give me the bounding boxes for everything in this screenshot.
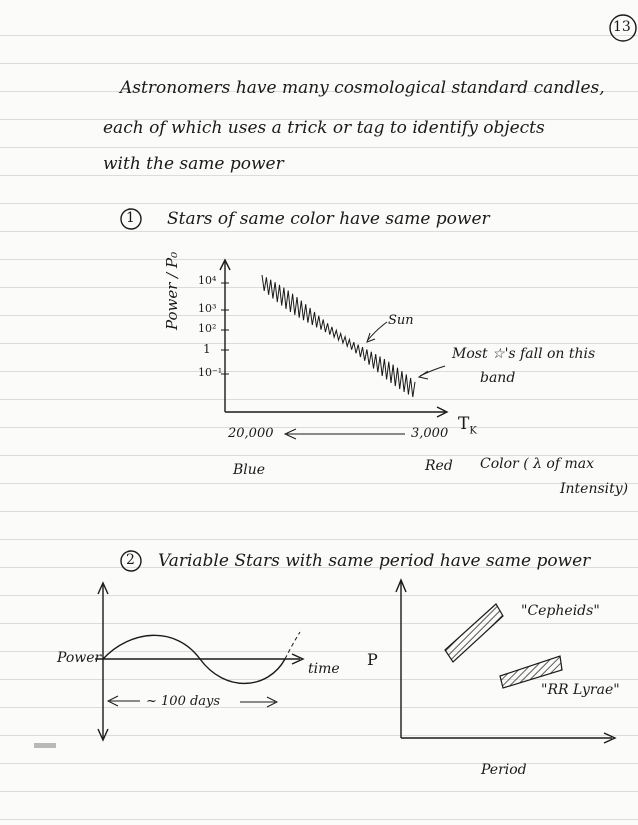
color-axis-label-2: Intensity) xyxy=(560,481,629,497)
wave-ylabel: Power xyxy=(57,650,102,666)
pl-xlabel: Period xyxy=(481,762,527,778)
ytick-1e3: 10³ xyxy=(198,302,217,315)
section-1-heading: Stars of same color have same power xyxy=(167,209,490,229)
page-number: 13 xyxy=(613,19,631,35)
section-1-number: 1 xyxy=(126,210,135,226)
wave-xlabel: time xyxy=(308,661,340,677)
ytick-1e4: 10⁴ xyxy=(198,274,217,287)
section-2-heading: Variable Stars with same period have same power xyxy=(158,551,591,571)
band-label-line-1: Most ☆'s fall on this xyxy=(452,346,596,362)
cepheids-band xyxy=(445,604,503,662)
intro-line-1: Astronomers have many cosmological standard candles, xyxy=(120,78,605,98)
hr-ylabel: Power / P₀ xyxy=(163,251,181,330)
blue-label: Blue xyxy=(233,462,266,478)
period-label: ~ 100 days xyxy=(146,694,221,709)
color-axis-label: Color ( λ of max xyxy=(480,456,595,472)
cepheids-label: "Cepheids" xyxy=(521,603,600,619)
temperature-symbol-t: T xyxy=(458,414,470,434)
pl-ylabel: P xyxy=(367,650,378,669)
band-label-line-2: band xyxy=(480,370,516,386)
section-2-number: 2 xyxy=(126,552,135,568)
ytick-1: 1 xyxy=(203,342,211,356)
intro-line-2: each of which uses a trick or tag to identify objects xyxy=(103,118,545,138)
x-left-label: 20,000 xyxy=(228,426,274,441)
ytick-1e-1: 10⁻¹ xyxy=(198,366,223,379)
x-right-label: 3,000 xyxy=(411,426,449,441)
red-label: Red xyxy=(425,458,453,474)
rr-lyrae-label: "RR Lyrae" xyxy=(541,682,620,698)
sun-label: Sun xyxy=(388,313,414,328)
temperature-subscript: K xyxy=(469,425,477,437)
ytick-1e2: 10² xyxy=(198,322,217,335)
intro-line-3: with the same power xyxy=(103,154,284,174)
